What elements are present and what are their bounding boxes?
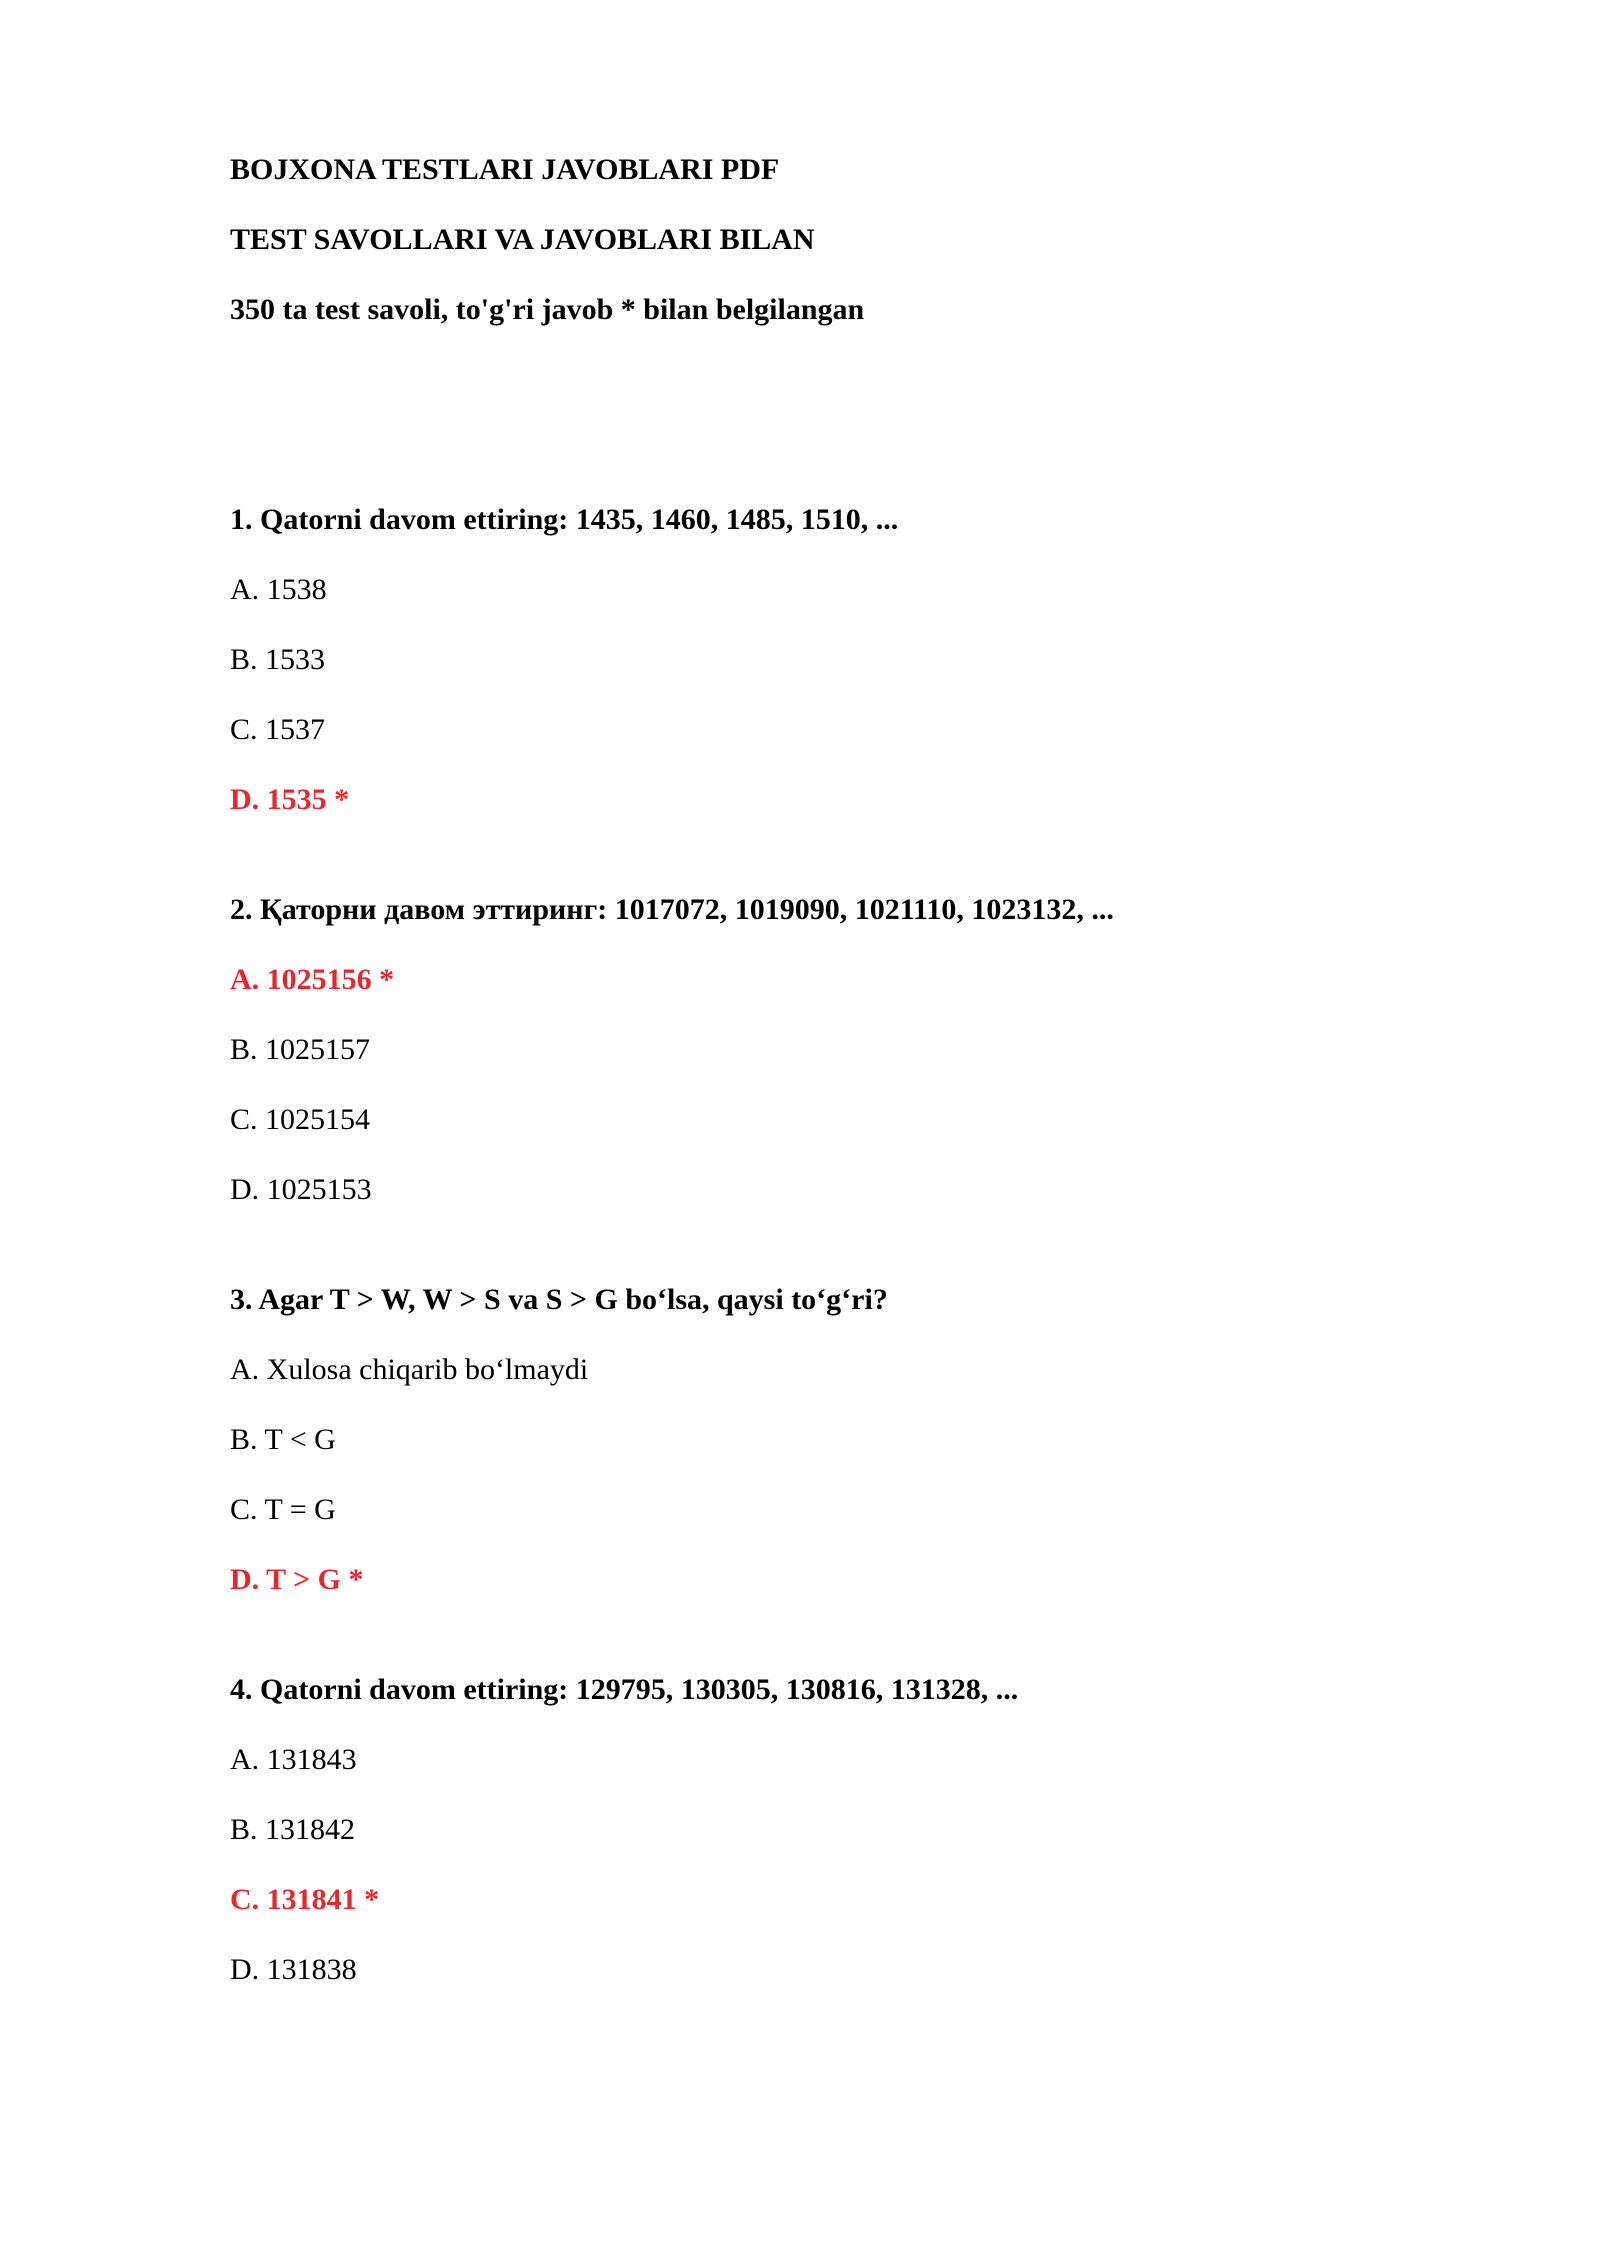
answer-option: C. T = G — [230, 1493, 336, 1526]
answer-option: C. 1537 — [230, 713, 326, 746]
correct-answer-option: A. 1025156 * — [230, 963, 395, 996]
answer-option: A. 1538 — [230, 573, 327, 606]
document-subtitle: TEST SAVOLLARI VA JAVOBLARI BILAN — [230, 223, 815, 256]
question-text: 2. Қаторни давом эттиринг: 1017072, 1019090, 1021110, 1023132, ... — [230, 893, 1114, 926]
correct-answer-option: C. 131841 * — [230, 1883, 380, 1916]
question-text: 1. Qatorni davom ettiring: 1435, 1460, 1485, 1510, ... — [230, 503, 899, 536]
answer-option: D. 1025153 — [230, 1173, 372, 1206]
document-header — [230, 150, 1430, 360]
question-3 — [230, 1280, 1430, 1600]
correct-answer-option: D. 1535 * — [230, 783, 350, 816]
answer-option: B. 1025157 — [230, 1033, 371, 1066]
answer-option: B. T < G — [230, 1423, 336, 1456]
question-1 — [230, 500, 1430, 820]
answer-option: D. 131838 — [230, 1953, 357, 1986]
question-4 — [230, 1670, 1430, 1990]
question-list — [230, 500, 1430, 2060]
answer-option: C. 1025154 — [230, 1103, 371, 1136]
correct-answer-option: D. T > G * — [230, 1563, 364, 1596]
question-text: 4. Qatorni davom ettiring: 129795, 130305, 130816, 131328, ... — [230, 1673, 1019, 1706]
question-2 — [230, 890, 1430, 1210]
question-text: 3. Agar T > W, W > S va S > G bo‘lsa, qaysi to‘g‘ri? — [230, 1283, 888, 1316]
answer-option: A. Xulosa chiqarib bo‘lmaydi — [230, 1353, 589, 1386]
answer-option: B. 131842 — [230, 1813, 356, 1846]
answer-option: B. 1533 — [230, 643, 326, 676]
document-description: 350 ta test savoli, to'g'ri javob * bilan belgilangan — [230, 293, 865, 326]
answer-option: A. 131843 — [230, 1743, 357, 1776]
document-title: BOJXONA TESTLARI JAVOBLARI PDF — [230, 153, 780, 186]
